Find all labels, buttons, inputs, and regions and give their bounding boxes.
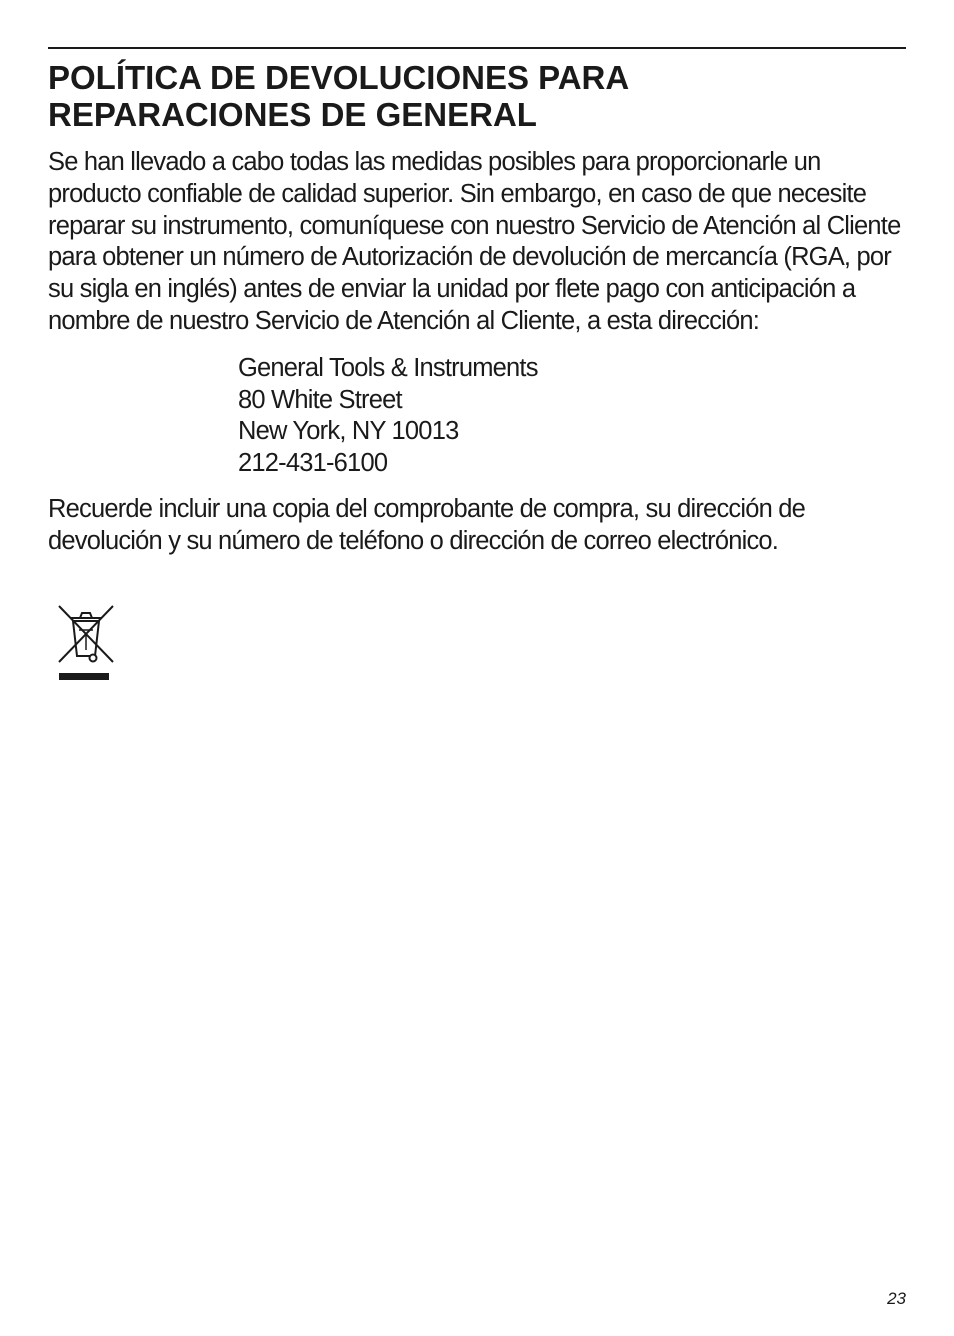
intro-paragraph: Se han llevado a cabo todas las medidas posibles para proporcionarle un producto confiable de calidad superior. Sin embargo, en caso de que necesite reparar su instrumento, comuníquese con nuestro Servicio de Atención al Cliente para obtener un número de Autorización de devolución de mercancía (RGA, por su sigla en inglés) antes de enviar la unidad por flete pago con anticipación a nombre de nuestro Servicio de Atención al Cliente, a esta dirección:	[48, 148, 901, 335]
address-city: New York, NY 10013	[238, 417, 459, 446]
page-title	[48, 59, 906, 133]
address-block	[238, 353, 906, 480]
reminder-paragraph: Recuerde incluir una copia del comprobante de compra, su dirección de devolución y su número de teléfono o dirección de correo electrónico.	[48, 494, 806, 555]
page-number: 23	[887, 1289, 906, 1308]
address-company: General Tools & Instruments	[238, 353, 538, 382]
crossed-out-wheelie-bin-icon	[55, 604, 117, 682]
page-title-line-2: REPARACIONES DE GENERAL	[48, 96, 537, 133]
address-street: 80 White Street	[238, 385, 402, 414]
address-phone: 212-431-6100	[238, 449, 388, 478]
document-page	[48, 47, 906, 558]
page-title-line-1: POLÍTICA DE DEVOLUCIONES PARA	[48, 59, 630, 96]
top-rule	[48, 47, 906, 49]
